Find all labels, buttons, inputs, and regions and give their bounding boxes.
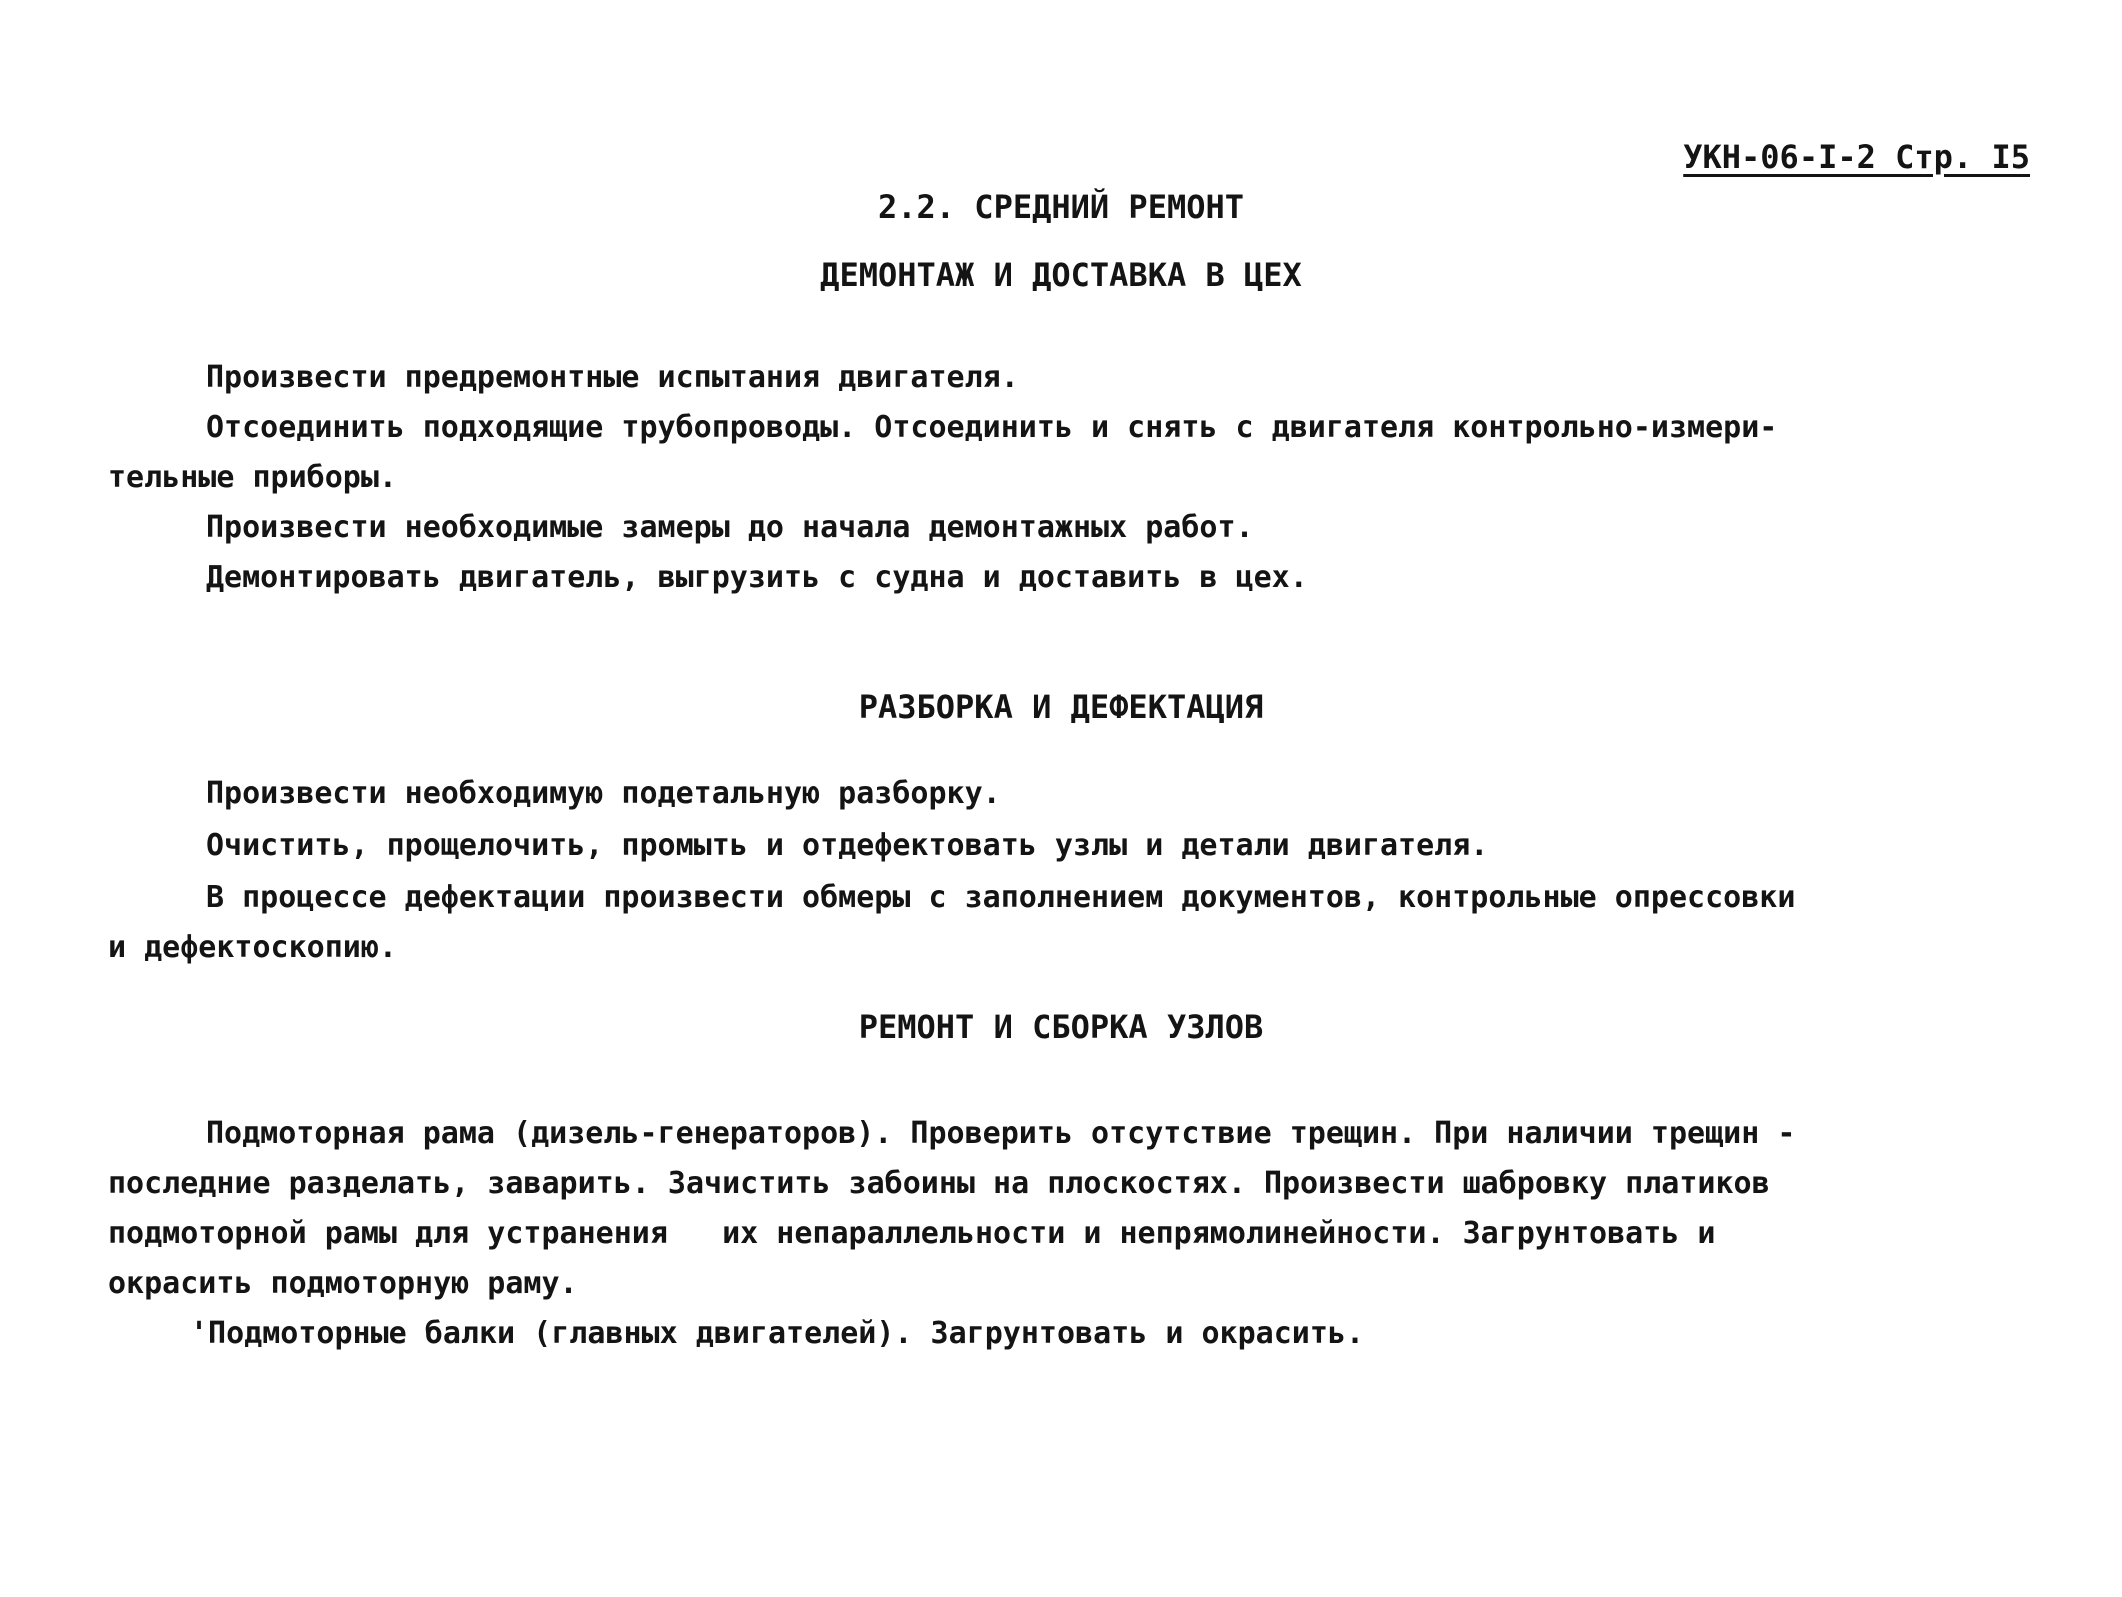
section-title: 2.2. СРЕДНИЙ РЕМОНТ	[877, 188, 1245, 226]
disassembly-heading: РАЗБОРКА И ДЕФЕКТАЦИЯ	[858, 688, 1264, 726]
repair-heading: РЕМОНТ И СБОРКА УЗЛОВ	[858, 1008, 1264, 1046]
document-reference: УКН-06-I-2 Стр. I5	[1683, 138, 2030, 176]
dismantling-line: Произвести предремонтные испытания двигателя.	[206, 360, 1019, 395]
repair-line: подмоторной рамы для устранения их непараллельности и непрямолинейности. Загрунтовать и	[108, 1216, 1716, 1251]
dismantling-line: Произвести необходимые замеры до начала демонтажных работ.	[206, 510, 1254, 545]
dismantling-heading: ДЕМОНТАЖ И ДОСТАВКА В ЦЕХ	[820, 256, 1302, 294]
disassembly-line: Произвести необходимую подетальную разборку.	[206, 776, 1001, 811]
repair-line: Подмоторная рама (дизель-генераторов). Проверить отсутствие трещин. При наличии трещин -	[206, 1116, 1796, 1151]
dismantling-line: Отсоединить подходящие трубопроводы. Отсоединить и снять с двигателя контрольно-измери-	[206, 410, 1778, 445]
dismantling-line: тельные приборы.	[108, 460, 397, 495]
disassembly-line: Очистить, прощелочить, промыть и отдефектовать узлы и детали двигателя.	[206, 828, 1489, 863]
repair-line: окрасить подмоторную раму.	[108, 1266, 578, 1301]
disassembly-line: и дефектоскопию.	[108, 930, 397, 965]
disassembly-line: В процессе дефектации произвести обмеры с заполнением документов, контрольные опрессовки	[206, 880, 1796, 915]
repair-line: 'Подмоторные балки (главных двигателей). Загрунтовать и окрасить.	[190, 1316, 1364, 1351]
dismantling-line: Демонтировать двигатель, выгрузить с судна и доставить в цех.	[206, 560, 1308, 595]
repair-line: последние разделать, заварить. Зачистить забоины на плоскостях. Произвести шабровку платиков	[108, 1166, 1770, 1201]
